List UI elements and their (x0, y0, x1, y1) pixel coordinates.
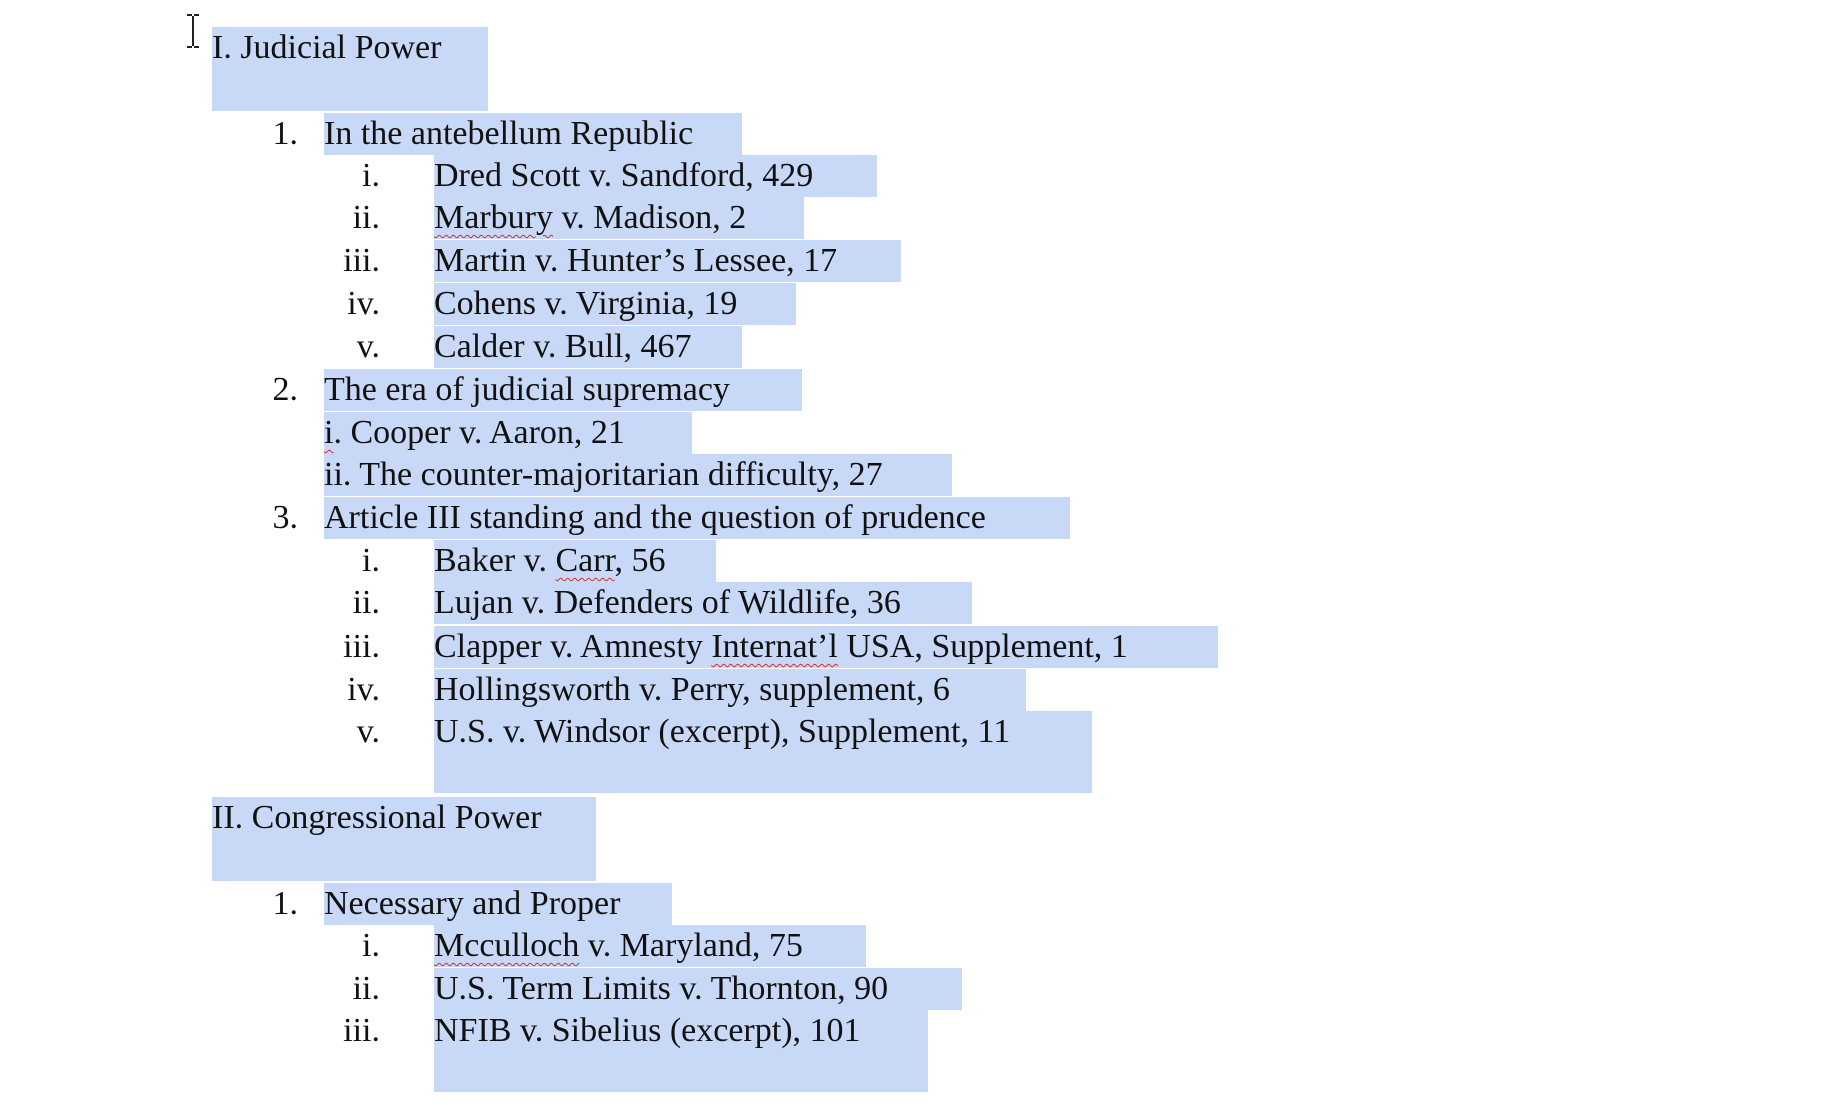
case-text: NFIB v. Sibelius (excerpt), 101 (434, 1012, 861, 1049)
case-text: Lujan v. Defenders of Wildlife, 36 (434, 584, 901, 621)
case-text: Martin v. Hunter’s Lessee, 17 (434, 242, 838, 279)
topic-title: The era of judicial supremacy (324, 371, 730, 408)
topic-marker: 3. (272, 499, 298, 536)
case-text: Calder v. Bull, 467 (434, 328, 692, 365)
case-text: Baker v. Carr, 56 (434, 542, 666, 579)
case-text: Clapper v. Amnesty Internat’l USA, Supplement, 1 (434, 628, 1128, 665)
spellcheck-flagged-word: i (324, 414, 334, 451)
case-text: i. Cooper v. Aaron, 21 (324, 414, 625, 451)
case-marker: v. (356, 328, 380, 365)
spellcheck-flagged-word: Marbury (434, 199, 553, 236)
topic-title: Article III standing and the question of prudence (324, 499, 986, 536)
topic-marker: 1. (272, 115, 298, 152)
topic-marker: 2. (272, 371, 298, 408)
case-text: Mcculloch v. Maryland, 75 (434, 927, 803, 964)
topic-title: Necessary and Proper (324, 885, 621, 922)
case-text: Cohens v. Virginia, 19 (434, 285, 738, 322)
case-marker: i. (362, 927, 380, 964)
case-text: U.S. v. Windsor (excerpt), Supplement, 11 (434, 713, 1011, 750)
topic-title: In the antebellum Republic (324, 115, 694, 152)
case-text: Hollingsworth v. Perry, supplement, 6 (434, 671, 950, 708)
case-text: ii. The counter-majoritarian difficulty, 27 (324, 456, 883, 493)
case-marker: iii. (343, 1012, 380, 1049)
section-heading-text: II. Congressional Power (212, 799, 542, 836)
topic-marker: 1. (272, 885, 298, 922)
case-marker: iii. (343, 242, 380, 279)
case-text: U.S. Term Limits v. Thornton, 90 (434, 970, 889, 1007)
case-text: Dred Scott v. Sandford, 429 (434, 157, 814, 194)
case-marker: ii. (352, 970, 380, 1007)
spellcheck-flagged-word: Mcculloch (434, 927, 580, 964)
case-marker: ii. (352, 199, 380, 236)
case-marker: iii. (343, 628, 380, 665)
case-marker: i. (362, 157, 380, 194)
case-marker: ii. (352, 584, 380, 621)
case-text: Marbury v. Madison, 2 (434, 199, 747, 236)
spellcheck-flagged-word: Carr (555, 542, 615, 579)
section-heading-text: I. Judicial Power (212, 29, 442, 66)
spellcheck-flagged-word: Internat’l (711, 628, 838, 665)
case-marker: v. (356, 713, 380, 750)
case-marker: iv. (347, 285, 380, 322)
ibeam-cursor-icon (186, 14, 200, 48)
case-marker: iv. (347, 671, 380, 708)
case-marker: i. (362, 542, 380, 579)
